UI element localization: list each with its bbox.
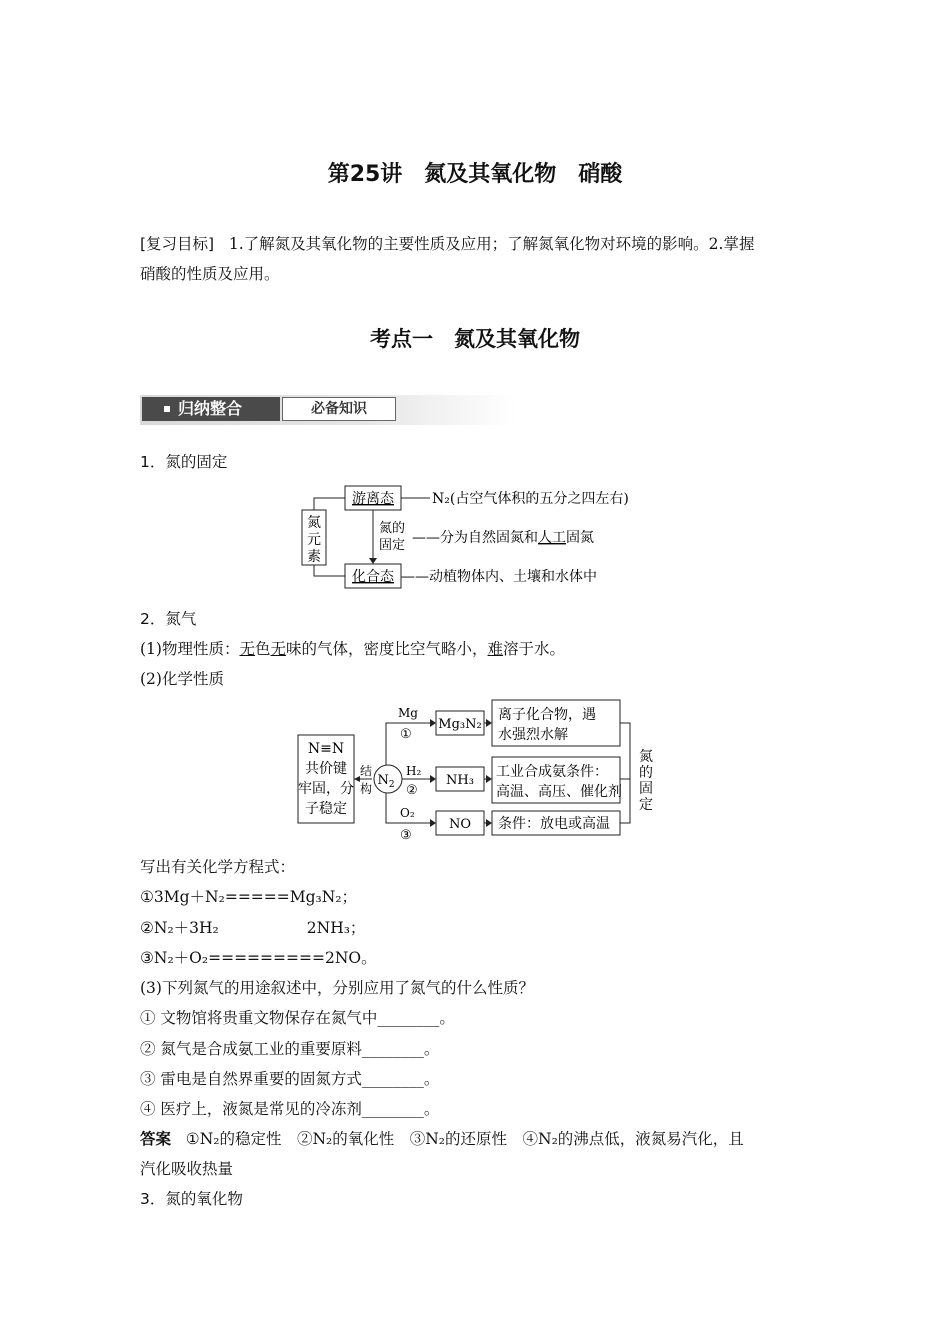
fix-desc: ——分为自然固氮和人工固氮 — [412, 530, 594, 546]
nitrogen-fixation-diagram — [290, 480, 670, 595]
fix-char-2: 的 — [639, 765, 653, 781]
arrow-head — [369, 558, 377, 564]
label-mg: Mg — [398, 706, 418, 720]
s1-heading: 1．氮的固定 — [140, 453, 228, 471]
combined-state-label: 化合态 — [352, 569, 394, 585]
desc-2-line-2: 高温、高压、催化剂 — [496, 784, 622, 800]
fix-char-4: 定 — [639, 797, 653, 813]
line-to-free — [314, 498, 345, 510]
fix-char-3: 固 — [639, 781, 653, 797]
question-3: ③ 雷电是自然界重要的固氮方式________。 — [140, 1070, 440, 1088]
circle-1: ① — [400, 727, 412, 742]
product-2: NH₃ — [446, 773, 474, 788]
combined-desc: ——动植物体内、土壤和水体中 — [401, 569, 597, 585]
equation-3: ③N₂＋O₂=========2NO。 — [140, 949, 377, 967]
review-goal-text1: 1.了解氮及其氧化物的主要性质及应用；了解氮氧化物对环境的影响。2.掌握 — [228, 235, 755, 253]
arrow-o2 — [430, 819, 436, 827]
question-4: ④ 医疗上，液氮是常见的冷冻剂________。 — [140, 1100, 440, 1118]
product-3: NO — [448, 817, 472, 832]
s3-heading: 3．氮的氧化物 — [140, 1190, 243, 1208]
arrow-h2 — [430, 775, 436, 783]
review-goal-line1 — [140, 232, 754, 254]
label-h2: H₂ — [406, 764, 422, 778]
circle-3: ③ — [400, 828, 412, 843]
chemical-properties: (2)化学性质 — [140, 670, 224, 688]
desc-1-line-1: 离子化合物，遇 — [498, 707, 596, 723]
element-char-1: 氮 — [307, 515, 321, 531]
box-line-2: 共价键 — [305, 761, 347, 777]
arrow-desc-3 — [486, 819, 492, 827]
struct-label-1: 结 — [360, 764, 373, 778]
box-line-4: 子稳定 — [305, 801, 347, 817]
free-state-label: 游离态 — [352, 491, 394, 507]
box-line-3: 牢固，分 — [298, 781, 354, 797]
desc-2-line-1: 工业合成氨条件： — [496, 764, 608, 780]
desc-1-line-2: 水强烈水解 — [498, 727, 568, 743]
free-desc: N₂(占空气体积的五分之四左右) — [432, 491, 629, 507]
question-intro: (3)下列氮气的用途叙述中，分别应用了氮气的什么性质？ — [140, 979, 534, 997]
product-1: Mg₃N₂ — [438, 717, 482, 732]
answer-line-2: 汽化吸收热量 — [140, 1160, 234, 1178]
arrow-mg — [430, 719, 436, 727]
fix-char-1: 氮 — [639, 749, 653, 765]
section-title: 考点一 氮及其氧化物 — [370, 327, 580, 351]
circle-2: ② — [406, 783, 418, 798]
question-2: ② 氮气是合成氨工业的重要原料________。 — [140, 1040, 440, 1058]
s2-heading: 2．氮气 — [140, 610, 197, 628]
review-goal-line2: 硝酸的性质及应用。 — [140, 265, 280, 283]
answer-text: ①N₂的稳定性 ②N₂的氧化性 ③N₂的还原性 ④N₂的沸点低，液氮易汽化，且 — [185, 1130, 744, 1148]
review-goal-label: [复习目标] — [140, 235, 215, 253]
label-o2: O₂ — [400, 806, 415, 820]
banner-left — [142, 397, 280, 421]
n2-center: $N_2$ — [377, 773, 395, 790]
fix-label-2: 固定 — [379, 538, 406, 553]
desc-3: 条件：放电或高温 — [498, 816, 610, 832]
square-icon — [164, 406, 170, 412]
equation-1: ①3Mg＋N₂=====Mg₃N₂； — [140, 888, 358, 906]
arrow-desc-1 — [486, 719, 492, 727]
element-char-2: 元 — [307, 532, 321, 548]
nitrogen-reactions-diagram — [290, 697, 670, 847]
fix-bracket — [620, 723, 630, 823]
line-to-combined — [314, 565, 345, 576]
banner-left-text: 归纳整合 — [178, 399, 243, 418]
equation-2: ②N₂＋3H₂ 2NH₃； — [140, 919, 366, 937]
banner-right: 必备知识 — [282, 397, 396, 421]
struct-label-2: 构 — [360, 782, 373, 796]
answer-line-1 — [140, 1127, 744, 1149]
answer-label: 答案 — [140, 1130, 172, 1148]
box-line-1: N≡N — [307, 741, 345, 757]
fix-label-1: 氮的 — [379, 521, 406, 536]
physical-properties: (1)物理性质：无色无味的气体，密度比空气略小，难溶于水。 — [140, 640, 566, 658]
question-1: ① 文物馆将贵重文物保存在氮气中________。 — [140, 1009, 455, 1027]
page-title: 第25讲 氮及其氧化物 硝酸 — [327, 162, 623, 187]
element-char-3: 素 — [307, 549, 321, 565]
equation-intro: 写出有关化学方程式： — [140, 858, 296, 876]
arrow-desc-2 — [486, 775, 492, 783]
